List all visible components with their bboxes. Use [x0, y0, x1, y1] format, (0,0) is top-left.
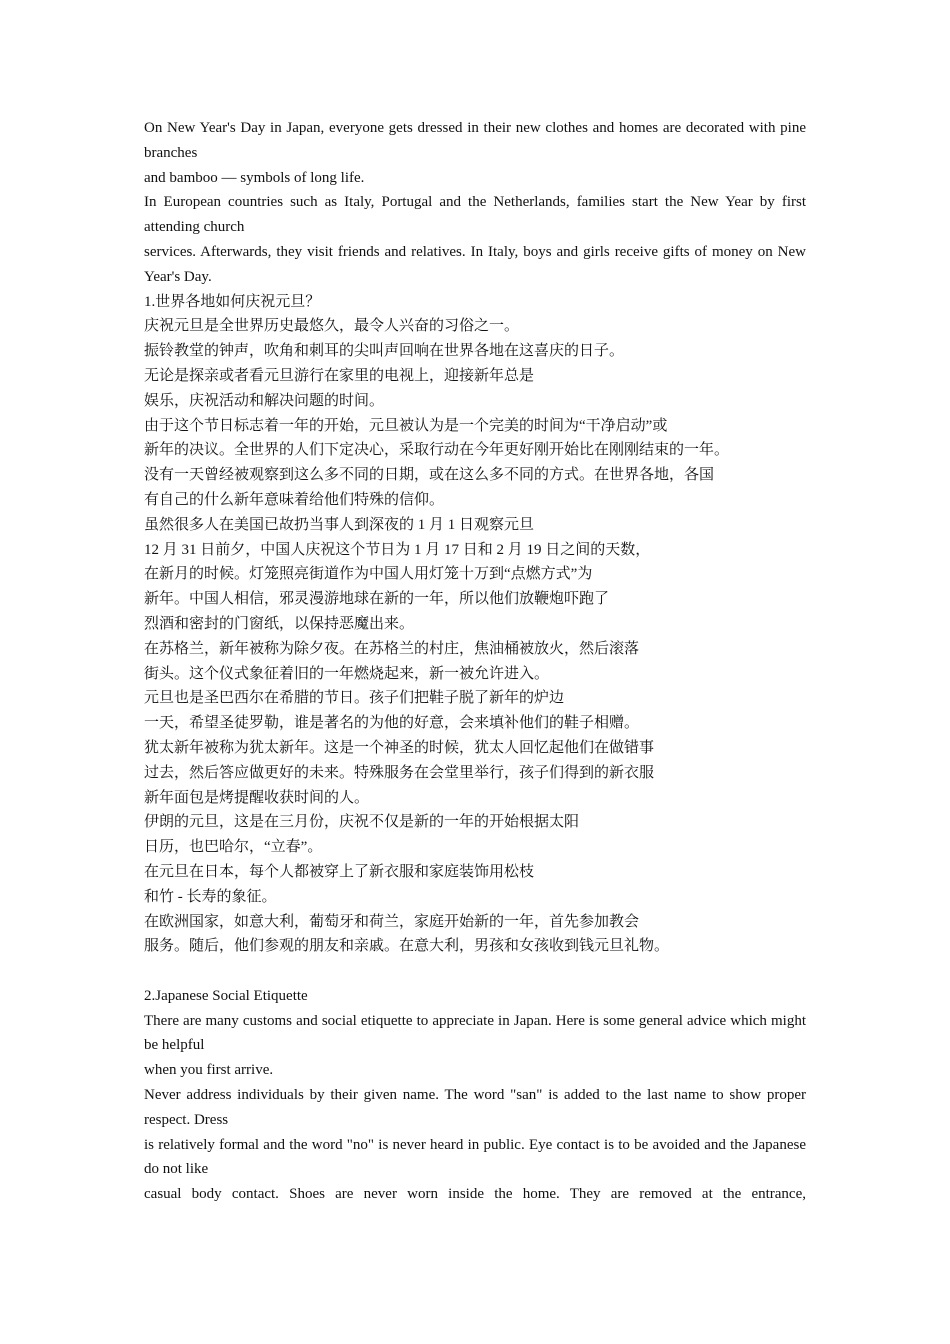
paragraph-line: is relatively formal and the word "no" is never heard in public. Eye contact is to be avoided and the Japanese do not like	[144, 1136, 806, 1178]
paragraph-line: In European countries such as Italy, Portugal and the Netherlands, families start the New Year by first attending church	[144, 194, 806, 236]
paragraph-line: 犹太新年被称为犹太新年。这是一个神圣的时候，犹太人回忆起他们在做错事	[144, 739, 655, 756]
paragraph-line: 伊朗的元旦，这是在三月份，庆祝不仅是新的一年的开始根据太阳	[144, 814, 580, 831]
paragraph-line: Never address individuals by their given name. The word "san" is added to the last name to show proper respect. Dress	[144, 1087, 806, 1128]
paragraph-line: 元旦也是圣巴西尔在希腊的节日。孩子们把鞋子脱了新年的炉边	[144, 690, 565, 707]
paragraph-line: 服务。随后，他们参观的朋友和亲戚。在意大利，男孩和女孩收到钱元旦礼物。	[144, 938, 670, 955]
paragraph-line: and bamboo — symbols of long life.	[144, 169, 365, 186]
document-page	[144, 116, 806, 1207]
paragraph-line: 在元旦在日本，每个人都被穿上了新衣服和家庭装饰用松枝	[144, 863, 535, 880]
paragraph-line: 在欧洲国家，如意大利，葡萄牙和荷兰，家庭开始新的一年，首先参加教会	[144, 913, 640, 930]
paragraph-line: 街头。这个仪式象征着旧的一年燃烧起来，新一被允许进入。	[144, 665, 550, 682]
paragraph-line: 一天，希望圣徒罗勒，谁是著名的为他的好意，会来填补他们的鞋子相赠。	[144, 715, 640, 732]
paragraph-line: On New Year's Day in Japan, everyone gets dressed in their new clothes and homes are decorated with pine branches	[144, 120, 806, 161]
paragraph-line: 新年。中国人相信，邪灵漫游地球在新的一年，所以他们放鞭炮吓跑了	[144, 591, 610, 608]
paragraph-line: 在苏格兰，新年被称为除夕夜。在苏格兰的村庄，焦油桶被放火，然后滚落	[144, 640, 640, 657]
paragraph-line: 新年的决议。全世界的人们下定决心，采取行动在今年更好刚开始比在刚刚结束的一年。	[144, 442, 730, 459]
paragraph-line: 12 月 31 日前夕，中国人庆祝这个节日为 1 月 17 日和 2 月 19 日之间的天数，	[144, 541, 651, 558]
paragraph-line: 在新月的时候。灯笼照亮街道作为中国人用灯笼十万到“点燃方式”为	[144, 566, 593, 583]
paragraph-line: 过去，然后答应做更好的未来。特殊服务在会堂里举行，孩子们得到的新衣服	[144, 764, 655, 781]
paragraph-line: 虽然很多人在美国已故扔当事人到深夜的 1 月 1 日观察元旦	[144, 516, 535, 533]
blank-line	[144, 959, 806, 984]
section-heading: 2.Japanese Social Etiquette	[144, 987, 308, 1004]
paragraph-line: 日历，也巴哈尔，“立春”。	[144, 839, 323, 856]
section-heading: 1.世界各地如何庆祝元旦？	[144, 293, 321, 310]
paragraph-line: 新年面包是烤提醒收获时间的人。	[144, 789, 370, 806]
paragraph-line: 无论是探亲或者看元旦游行在家里的电视上，迎接新年总是	[144, 367, 535, 384]
paragraph-line: 振铃教堂的钟声，吹角和刺耳的尖叫声回响在世界各地在这喜庆的日子。	[144, 343, 625, 360]
paragraph-line: 有自己的什么新年意味着给他们特殊的信仰。	[144, 491, 445, 508]
paragraph-line: services. Afterwards, they visit friends and relatives. In Italy, boys and girls receive gifts of money on New Year's Day.	[144, 243, 806, 285]
paragraph-line: 庆祝元旦是全世界历史最悠久，最令人兴奋的习俗之一。	[144, 318, 520, 335]
paragraph-line: 娱乐，庆祝活动和解决问题的时间。	[144, 392, 385, 409]
paragraph-line: 烈酒和密封的门窗纸，以保持恶魔出来。	[144, 615, 415, 632]
paragraph-line: when you first arrive.	[144, 1062, 274, 1079]
paragraph-line: 没有一天曾经被观察到这么多不同的日期，或在这么多不同的方式。在世界各地，各国	[144, 467, 715, 484]
paragraph-line: There are many customs and social etiquette to appreciate in Japan. Here is some general advice which might be helpful	[144, 1012, 806, 1054]
paragraph-line: casual body contact. Shoes are never worn inside the home. They are removed at the entrance,	[144, 1186, 806, 1203]
paragraph-line: 由于这个节日标志着一年的开始，元旦被认为是一个完美的时间为“干净启动”或	[144, 417, 668, 434]
paragraph-line: 和竹 - 长寿的象征。	[144, 888, 277, 905]
